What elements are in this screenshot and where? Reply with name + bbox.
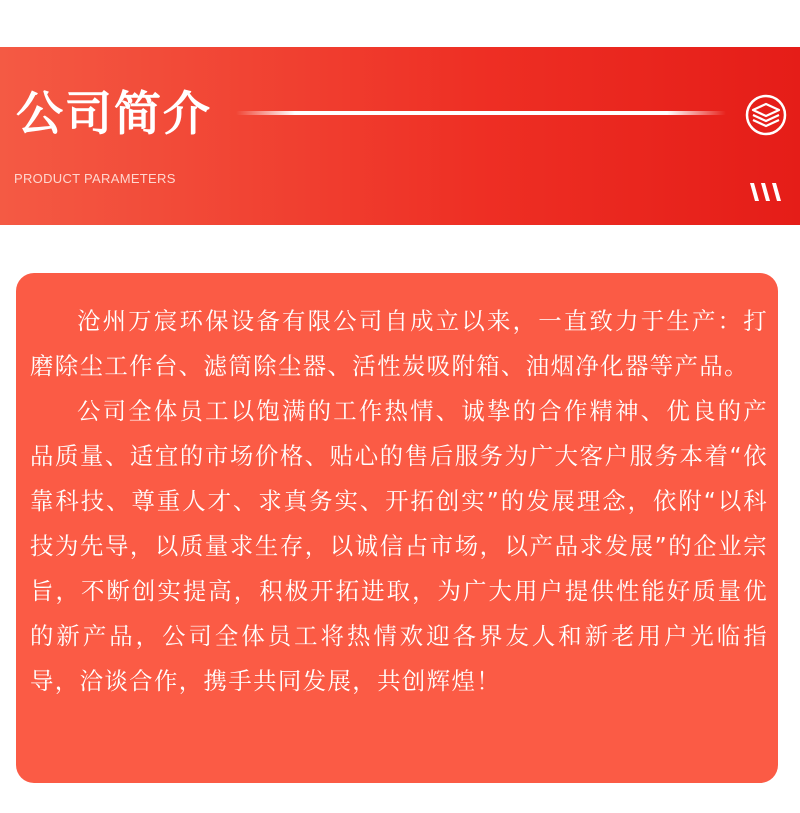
intro-paragraph-2: 公司全体员工以饱满的工作热情、诚挚的合作精神、优良的产品质量、适宜的市场价格、贴心的售后服务为广大客户服务本着“依靠科技、尊重人才、求真务实、开拓创实”的发展理念，依附“以科技为先导，以质量求生存，以诚信占市场，以产品求发展”的企业宗旨，不断创实提高，积极开拓进取，为广大用户提供性能好质量优的新产品，公司全体员工将热情欢迎各界友人和新老用户光临指导，洽谈合作，携手共同发展，共创辉煌！ [30, 397, 768, 695]
stripes-icon [748, 181, 786, 203]
intro-text [30, 299, 768, 704]
intro-paragraph-1: 沧州万宸环保设备有限公司自成立以来，一直致力于生产：打磨除尘工作台、滤筒除尘器、活性炭吸附箱、油烟净化器等产品。 [30, 307, 768, 380]
layers-icon [744, 93, 788, 137]
page-subtitle: PRODUCT PARAMETERS [14, 171, 176, 186]
title-divider [236, 111, 726, 115]
page-title: 公司简介 [16, 87, 212, 142]
header-banner [0, 47, 800, 225]
intro-card [16, 273, 778, 783]
